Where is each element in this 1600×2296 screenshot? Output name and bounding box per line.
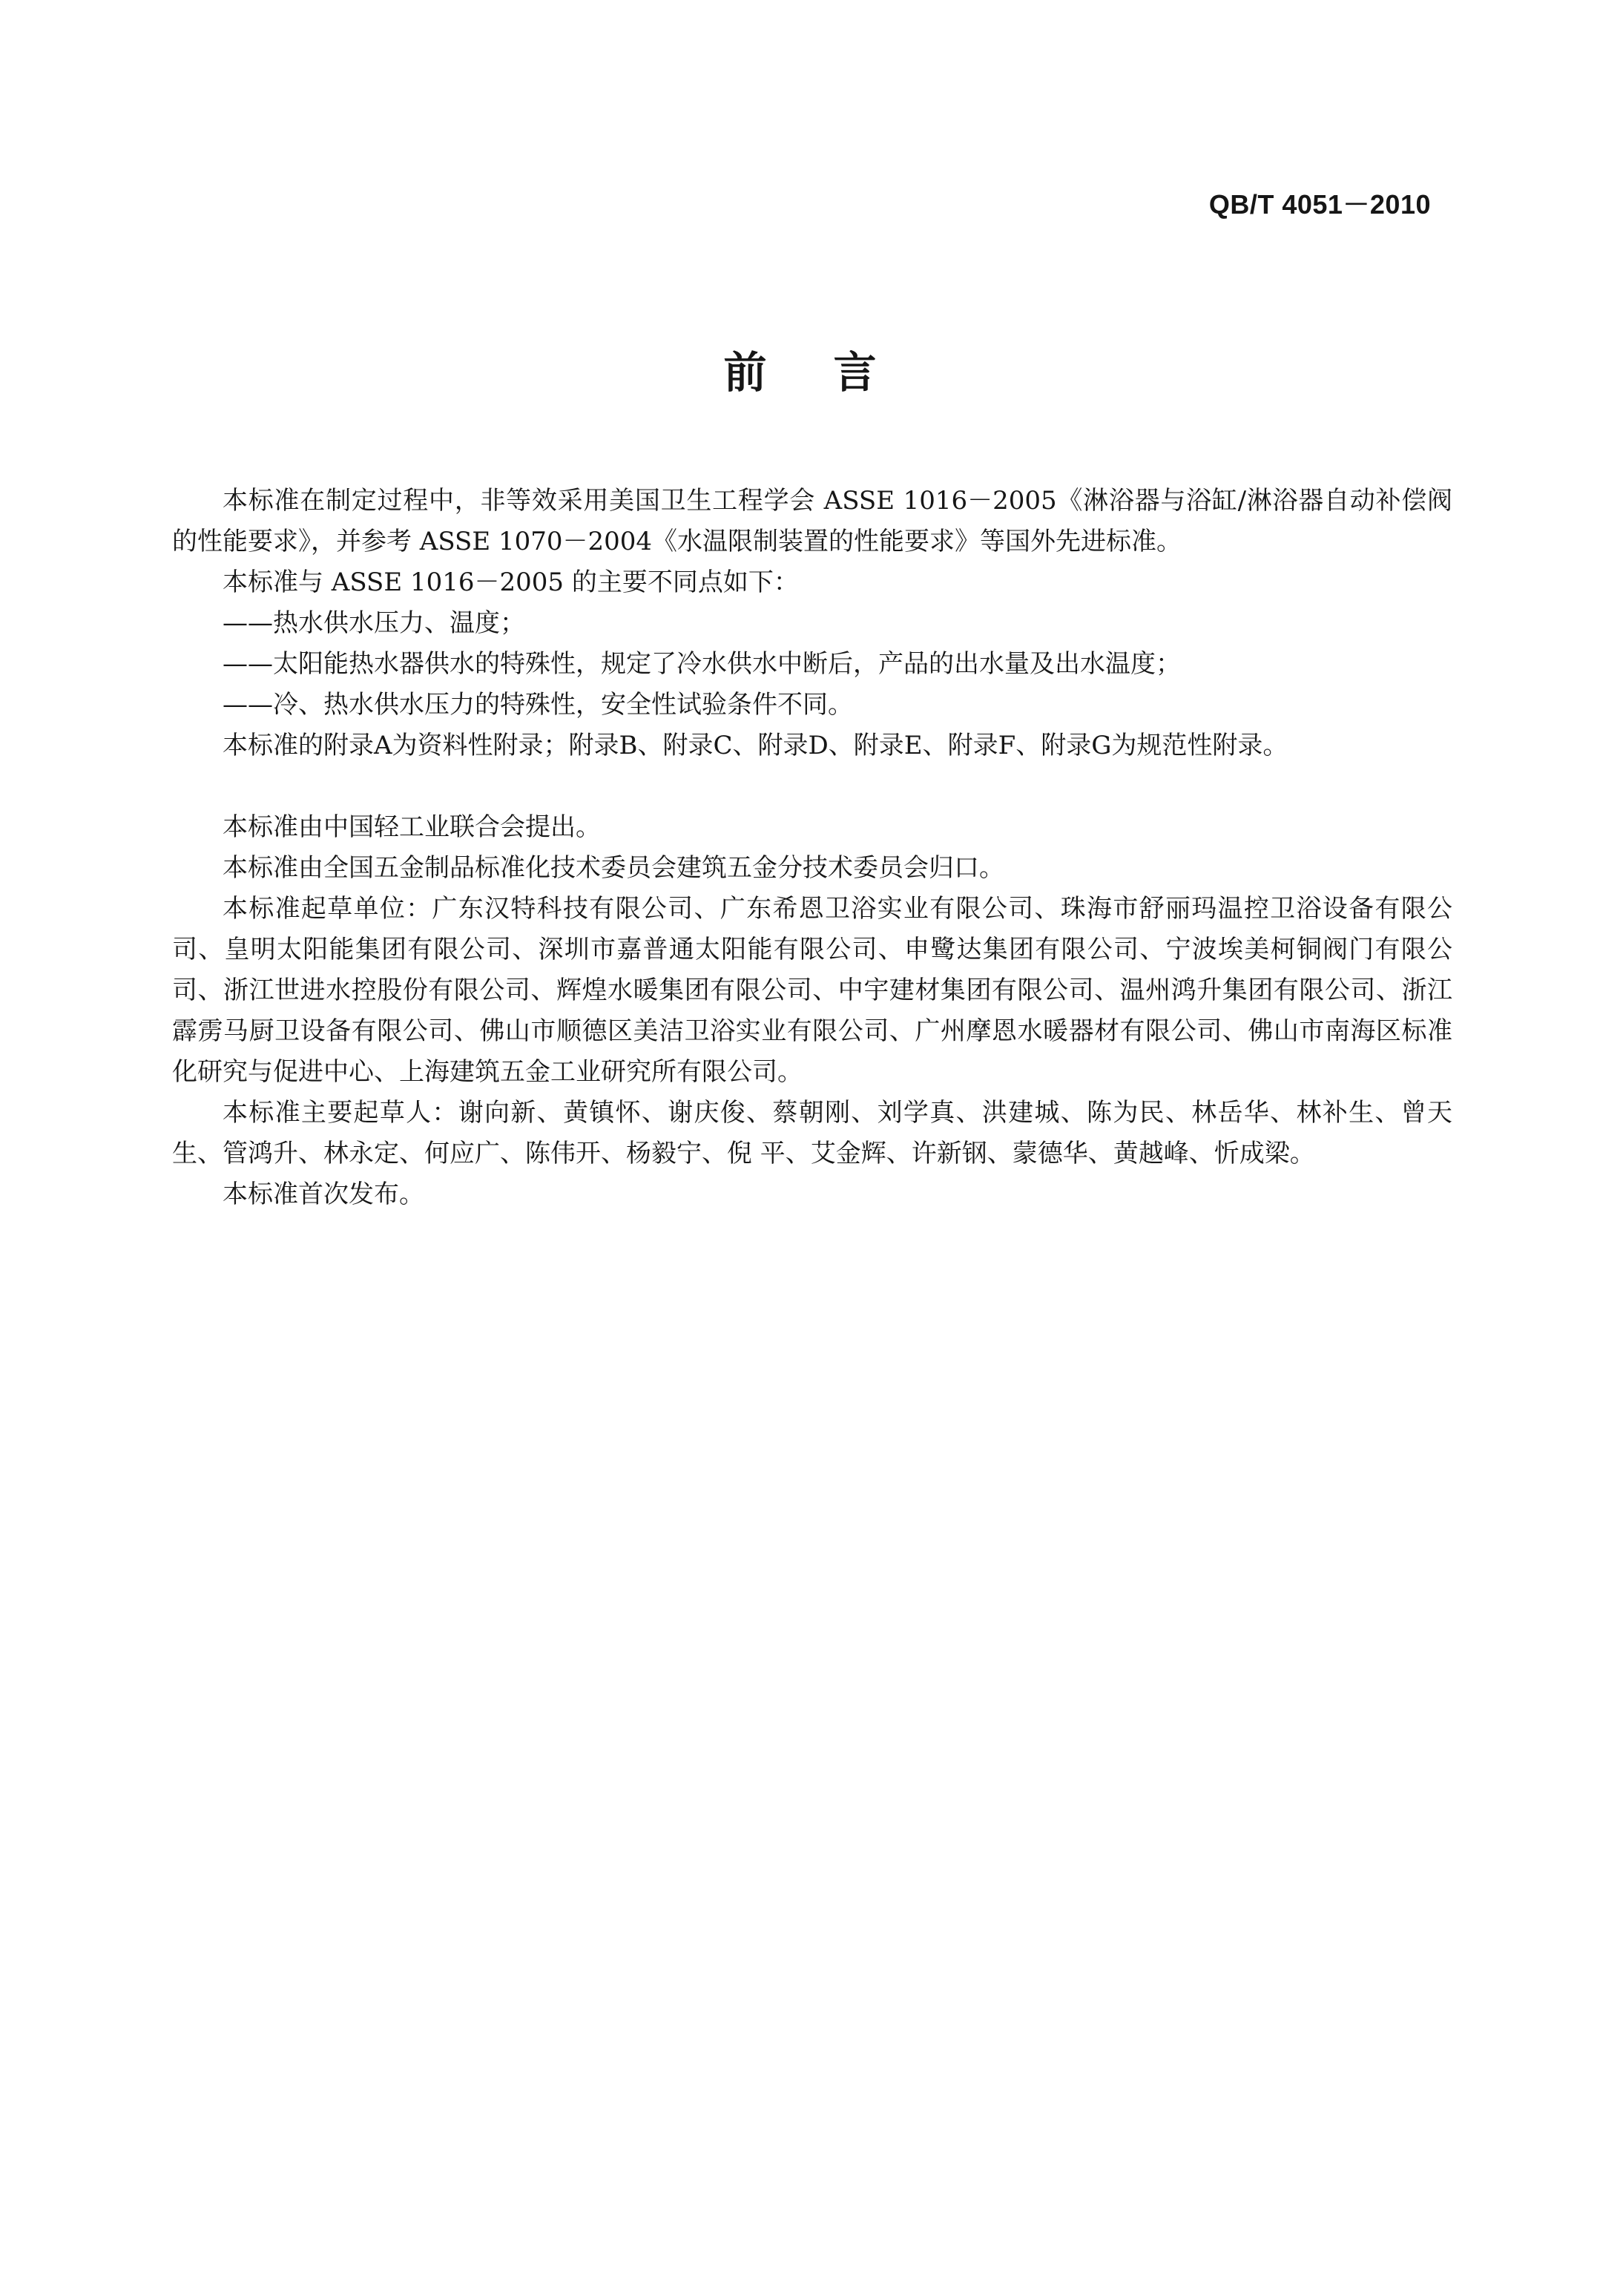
- paragraph: 本标准首次发布。: [223, 1180, 424, 1209]
- preface-body: [172, 481, 1452, 1215]
- paragraph: 本标准在制定过程中，非等效采用美国卫生工程学会 ASSE 1016－2005《淋浴器与浴缸/淋浴器自动补偿阀的性能要求》，并参考 ASSE 1070－2004《水温限制装置的性能要求》等国外先进标准。: [172, 486, 1452, 556]
- paragraph: 本标准与 ASSE 1016－2005 的主要不同点如下：: [223, 568, 799, 597]
- difference-item: ——热水供水压力、温度；: [223, 608, 525, 638]
- standard-code: QB/T 4051－2010: [1208, 189, 1431, 220]
- difference-item: ——冷、热水供水压力的特殊性，安全性试验条件不同。: [223, 690, 853, 720]
- paragraph: 本标准由中国轻工业联合会提出。: [223, 812, 601, 842]
- paragraph: 本标准起草单位：广东汉特科技有限公司、广东希恩卫浴实业有限公司、珠海市舒丽玛温控卫浴设备有限公司、皇明太阳能集团有限公司、深圳市嘉普通太阳能有限公司、申鹭达集团有限公司、宁波埃美柯铜阀门有限公司、浙江世进水控股份有限公司、辉煌水暖集团有限公司、中宇建材集团有限公司、温州鸿升集团有限公司、浙江霹雳马厨卫设备有限公司、佛山市顺德区美洁卫浴实业有限公司、广州摩恩水暖器材有限公司、佛山市南海区标准化研究与促进中心、上海建筑五金工业研究所有限公司。: [172, 894, 1452, 1087]
- difference-item: ——太阳能热水器供水的特殊性，规定了冷水供水中断后，产品的出水量及出水温度；: [223, 649, 1181, 679]
- paragraph: 本标准主要起草人：谢向新、黄镇怀、谢庆俊、蔡朝刚、刘学真、洪建城、陈为民、林岳华、林补生、曾天生、管鸿升、林永定、何应广、陈伟开、杨毅宁、倪 平、艾金辉、许新钢、蒙德华、黄越峰、忻成梁。: [172, 1098, 1452, 1168]
- page-title: 前言: [723, 347, 944, 398]
- paragraph: 本标准由全国五金制品标准化技术委员会建筑五金分技术委员会归口。: [223, 853, 1004, 883]
- paragraph: 本标准的附录A为资料性附录；附录B、附录C、附录D、附录E、附录F、附录G为规范性附录。: [223, 731, 1288, 760]
